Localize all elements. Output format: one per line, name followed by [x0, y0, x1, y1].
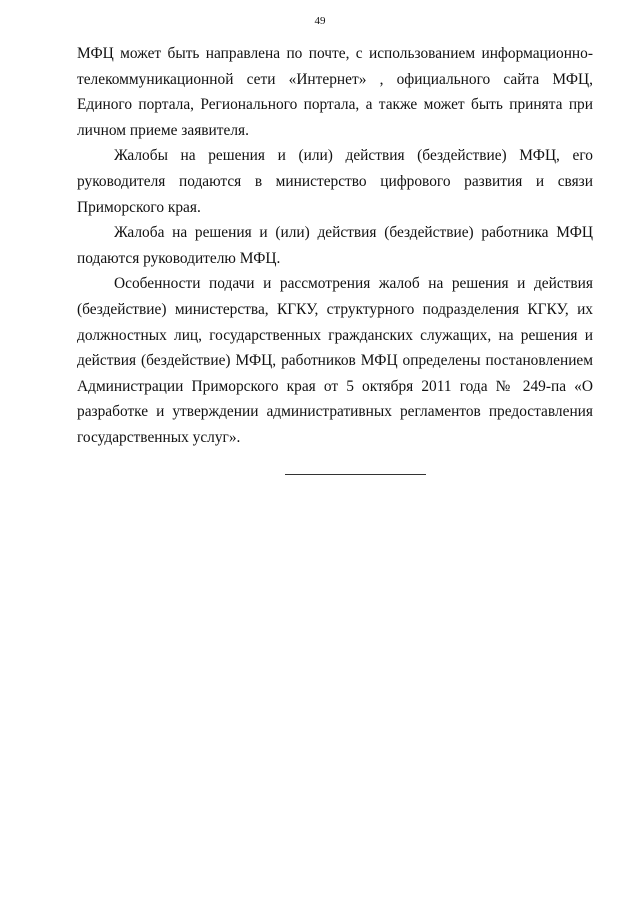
page-number: 49: [314, 15, 326, 27]
paragraph-continuation: МФЦ может быть направлена по почте, с использованием информационно-телекоммуникационной сети «Интернет» , официального сайта МФЦ, Единого портала, Регионального портала, а также может быть принята при личном приеме заявителя.: [77, 45, 593, 139]
document-body: [77, 41, 593, 451]
end-divider-line: [285, 474, 426, 475]
paragraph-complaint-employee: Жалоба на решения и (или) действия (бездействие) работника МФЦ подаются руководителю МФЦ.: [77, 224, 593, 267]
paragraph-complaints-mfc: Жалобы на решения и (или) действия (бездействие) МФЦ, его руководителя подаются в министерство цифрового развития и связи Приморского края.: [77, 147, 593, 216]
paragraph-complaint-procedure: Особенности подачи и рассмотрения жалоб на решения и действия (бездействие) министерства, КГКУ, структурного подразделения КГКУ, их должностных лиц, государственных гражданских служащих, на решения и действия (бездействие) МФЦ, работников МФЦ определены постановлением Администрации Приморского края от 5 октября 2011 года № 249-па «О разработке и утверждении административных регламентов предоставления государственных услуг».: [77, 275, 593, 446]
